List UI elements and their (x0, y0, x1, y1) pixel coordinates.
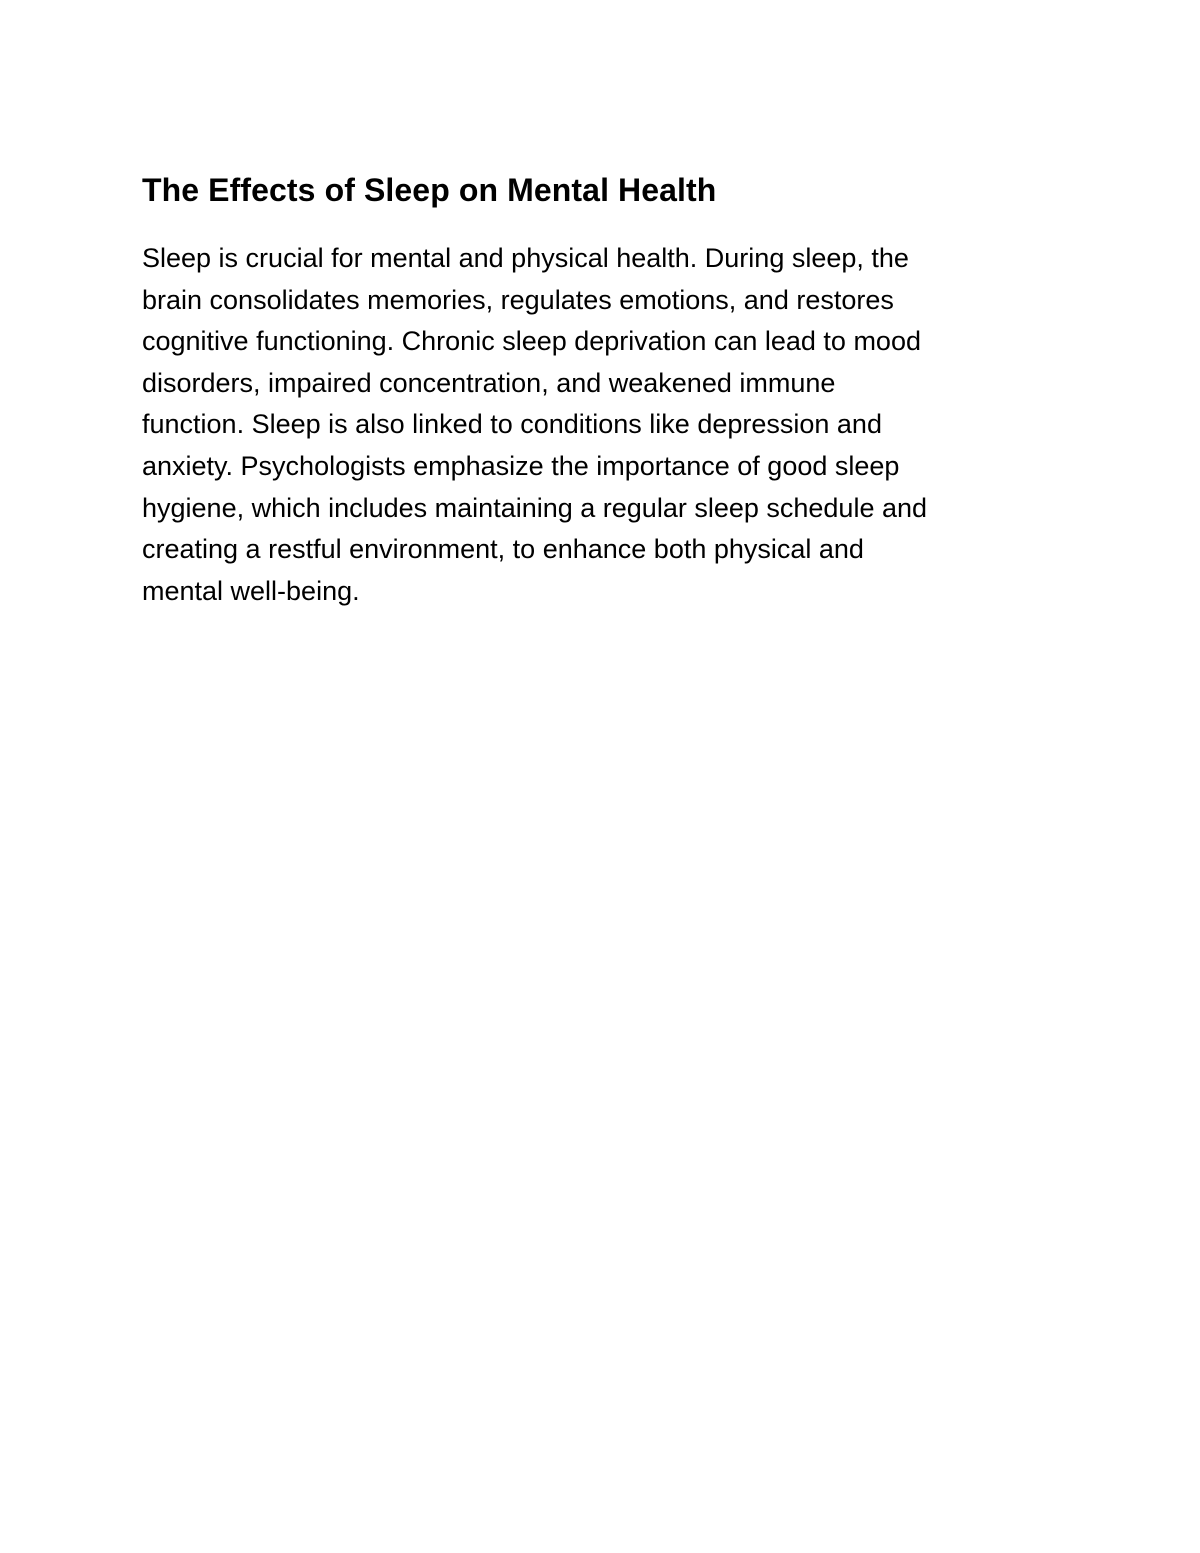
body-line: function. Sleep is also linked to conditions like depression and (142, 409, 882, 440)
body-line: anxiety. Psychologists emphasize the importance of good sleep (142, 450, 900, 481)
body-line: hygiene, which includes maintaining a regular sleep schedule and (142, 492, 928, 523)
body-line: brain consolidates memories, regulates emotions, and restores (142, 284, 894, 315)
body-paragraph (142, 238, 1072, 612)
document-content (142, 168, 1072, 612)
body-line: Sleep is crucial for mental and physical health. During sleep, the (142, 243, 909, 273)
body-line: mental well-being. (142, 575, 360, 606)
document-title: The Effects of Sleep on Mental Health (142, 172, 717, 208)
body-line: creating a restful environment, to enhance both physical and (142, 534, 864, 565)
body-line: cognitive functioning. Chronic sleep deprivation can lead to mood (142, 326, 921, 357)
body-line: disorders, impaired concentration, and weakened immune (142, 367, 836, 398)
